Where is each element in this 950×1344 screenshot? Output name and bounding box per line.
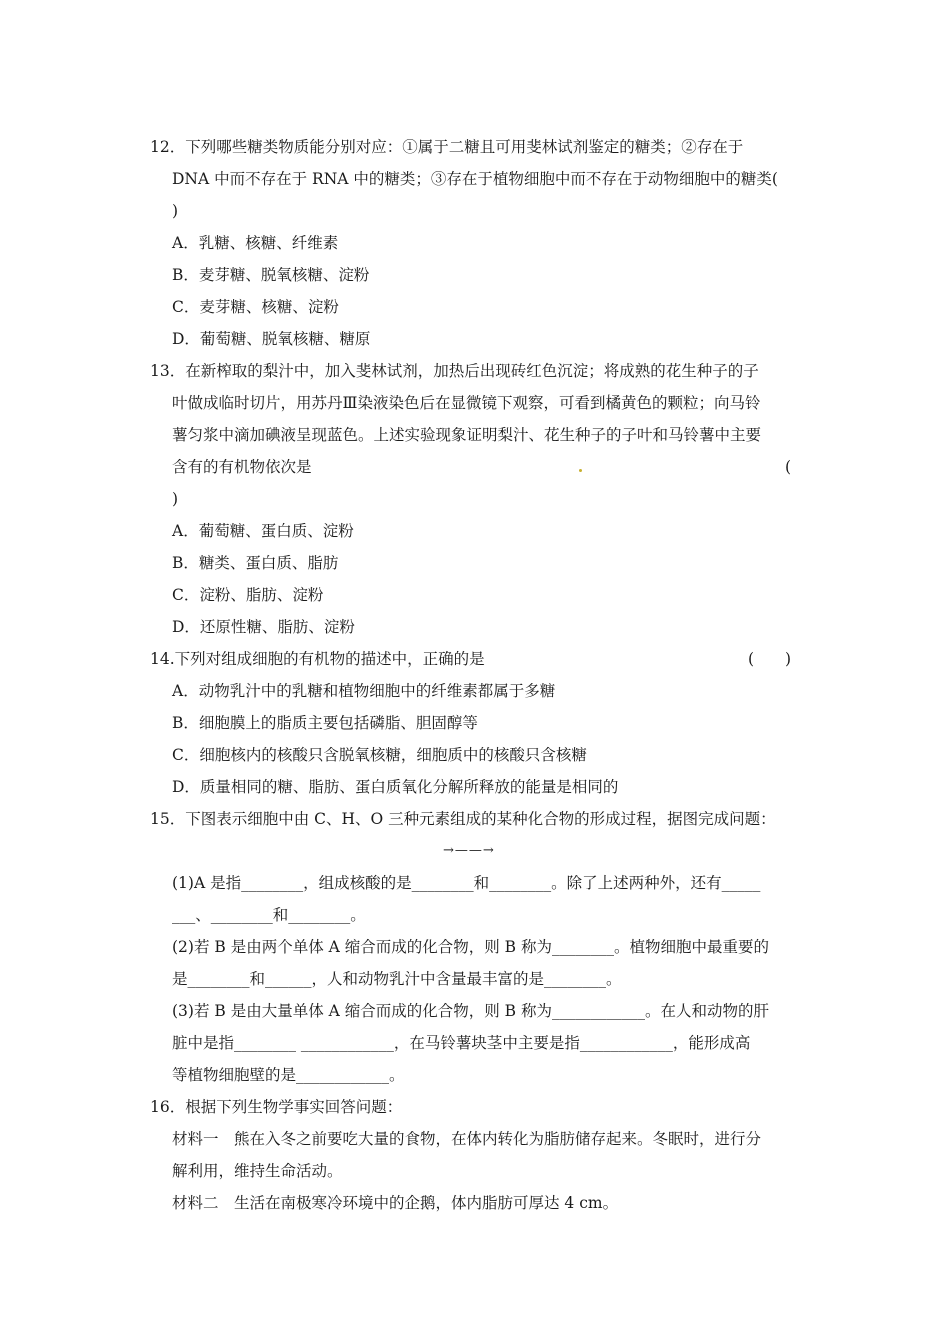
- q14-option-c: C．细胞核内的核酸只含脱氧核糖，细胞质中的核酸只含核糖: [172, 746, 587, 764]
- q15-part3-line3: 等植物细胞壁的是____________。: [172, 1066, 405, 1084]
- q13-stem-line5: ): [172, 490, 179, 508]
- q12-option-d: D．葡萄糖、脱氧核糖、糖原: [172, 330, 371, 348]
- q13-stem-line2: 叶做成临时切片，用苏丹Ⅲ染液染色后在显微镜下观察，可看到橘黄色的颗粒；向马铃: [172, 394, 761, 412]
- q13-option-d: D．还原性糖、脂肪、淀粉: [172, 618, 355, 636]
- q14-option-a: A．动物乳汁中的乳糖和植物细胞中的纤维素都属于多糖: [172, 682, 556, 700]
- q15-diagram-arrow: →——→: [443, 843, 495, 858]
- q13-stem-line1: 13．在新榨取的梨汁中，加入斐林试剂，加热后出现砖红色沉淀；将成熟的花生种子的子: [150, 362, 759, 380]
- q12-stem-line3: ): [172, 202, 179, 220]
- q15-part3-line2: 脏中是指________ ____________，在马铃薯块茎中主要是指____________，能形成高: [172, 1034, 751, 1052]
- q15-part1-line2: ___、________和________。: [172, 906, 366, 924]
- q12-stem-line2: DNA 中而不存在于 RNA 中的糖类；③存在于植物细胞中而不存在于动物细胞中的糖类(: [172, 170, 778, 188]
- q13-answer-paren-open: (: [785, 458, 792, 476]
- q14-answer-paren: ( ): [748, 650, 792, 668]
- q16-material2: 材料二 生活在南极寒冷环境中的企鹅，体内脂肪可厚达 4 cm。: [172, 1194, 619, 1212]
- q16-stem: 16．根据下列生物学事实回答问题：: [150, 1098, 403, 1116]
- q14-stem: 14.下列对组成细胞的有机物的描述中，正确的是: [150, 650, 485, 668]
- q13-stem-line3: 薯匀浆中滴加碘液呈现蓝色。上述实验现象证明梨汁、花生种子的子叶和马铃薯中主要: [172, 426, 762, 444]
- q12-option-b: B．麦芽糖、脱氧核糖、淀粉: [172, 266, 370, 284]
- scan-speck: [579, 469, 582, 472]
- q12-option-a: A．乳糖、核糖、纤维素: [172, 234, 339, 252]
- q16-material1-line2: 解利用，维持生命活动。: [172, 1162, 343, 1180]
- q13-option-c: C．淀粉、脂肪、淀粉: [172, 586, 324, 604]
- q12-option-c: C．麦芽糖、核糖、淀粉: [172, 298, 339, 316]
- q12-stem-line1: 12．下列哪些糖类物质能分别对应：①属于二糖且可用斐林试剂鉴定的糖类；②存在于: [150, 138, 744, 156]
- q13-option-b: B．糖类、蛋白质、脂肪: [172, 554, 339, 572]
- q13-stem-line4: 含有的有机物依次是: [172, 458, 312, 476]
- q15-stem: 15．下图表示细胞中由 C、H、O 三种元素组成的某种化合物的形成过程，据图完成问题：: [150, 810, 776, 828]
- q15-part2-line1: (2)若 B 是由两个单体 A 缩合而成的化合物，则 B 称为________。植物细胞中最重要的: [172, 938, 769, 956]
- q15-part2-line2: 是________和______，人和动物乳汁中含量最丰富的是________。: [172, 970, 622, 988]
- q15-part1-line1: (1)A 是指________，组成核酸的是________和________。除了上述两种外，还有_____: [172, 874, 761, 892]
- q16-material1-line1: 材料一 熊在入冬之前要吃大量的食物，在体内转化为脂肪储存起来。冬眠时，进行分: [172, 1130, 762, 1148]
- q13-option-a: A．葡萄糖、蛋白质、淀粉: [172, 522, 354, 540]
- q15-part3-line1: (3)若 B 是由大量单体 A 缩合而成的化合物，则 B 称为____________。在人和动物的肝: [172, 1002, 769, 1020]
- q14-option-d: D．质量相同的糖、脂肪、蛋白质氧化分解所释放的能量是相同的: [172, 778, 619, 796]
- q14-option-b: B．细胞膜上的脂质主要包括磷脂、胆固醇等: [172, 714, 478, 732]
